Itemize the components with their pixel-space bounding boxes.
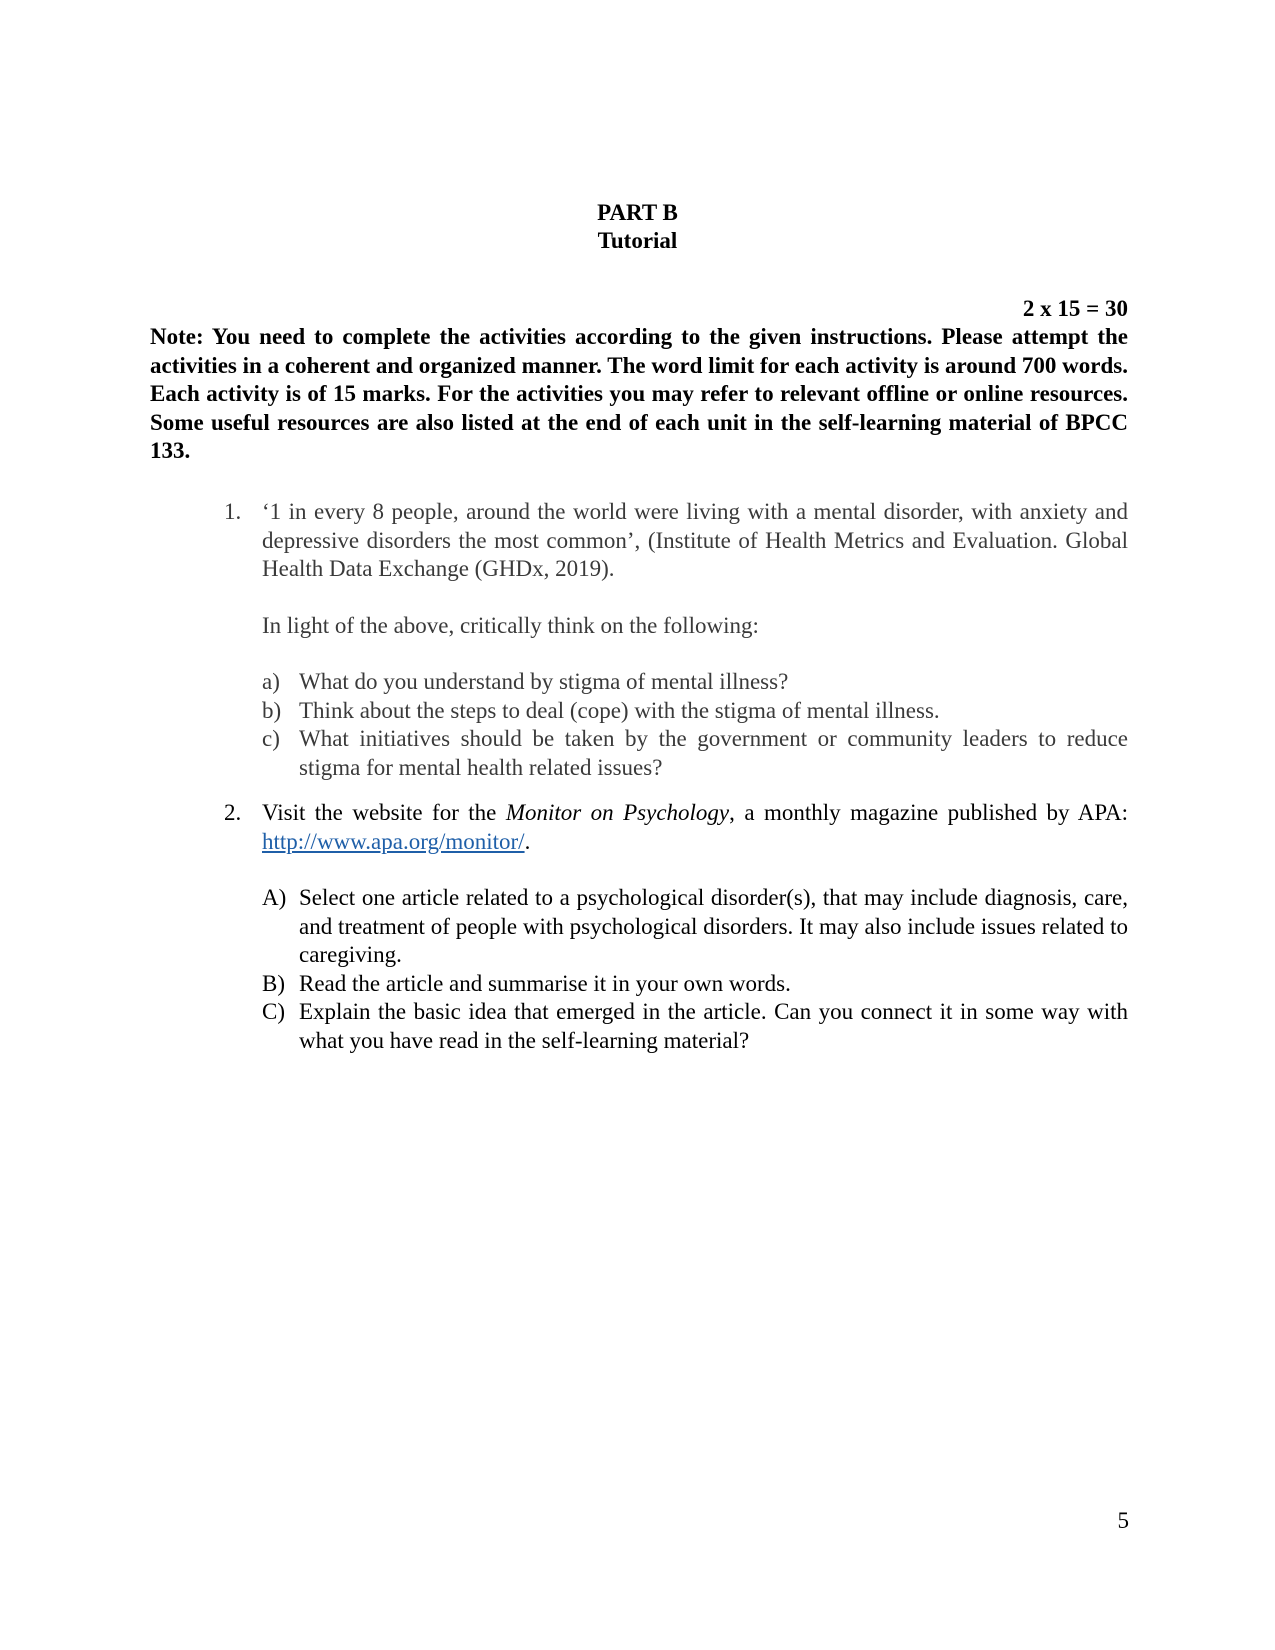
list-item (262, 970, 1128, 999)
item-label: c) (262, 726, 280, 751)
item-text: What initiatives should be taken by the government or community leaders to reduce stigma for mental health related issues? (299, 726, 1128, 780)
question-1 (224, 498, 1128, 782)
item-label: a) (262, 669, 280, 694)
part-heading: PART B (597, 200, 678, 225)
item-text: Think about the steps to deal (cope) with the stigma of mental illness. (299, 697, 940, 723)
question-intro: Visit the website for the Monitor on Psychology, a monthly magazine published by APA: http://www.apa.org/monitor/. (262, 800, 1128, 854)
question-2 (224, 799, 1128, 1055)
item-text: Explain the basic idea that emerged in the article. Can you connect it in some way with what you have read in the self-learning material? (299, 999, 1128, 1053)
instructions-note: Note: You need to complete the activities according to the given instructions. Please attempt the activities in a coherent and organized manner. The word limit for each activity is around 700 words. Each activity is of 15 marks. For the activities you may refer to relevant offline or online resources. Some useful resources are also listed at the end of each unit in the self-learning material of BPCC 133. (150, 324, 1128, 463)
magazine-title: Monitor on Psychology (505, 800, 730, 825)
item-label: C) (262, 999, 285, 1024)
list-item (262, 998, 1128, 1055)
item-label: A) (262, 885, 287, 910)
question-number: 1. (224, 499, 242, 524)
page-number: 5 (1117, 1508, 1129, 1533)
question-number: 2. (224, 800, 242, 825)
sub-question-list (262, 884, 1128, 1055)
sub-question-list (262, 668, 1128, 782)
item-text: Select one article related to a psychological disorder(s), that may include diagnosis, care, and treatment of people with psychological disorders. It may also include issues related to caregiving. (299, 885, 1128, 967)
apa-monitor-link[interactable]: http://www.apa.org/monitor/ (262, 828, 525, 854)
question-prompt: In light of the above, critically think on the following: (262, 612, 759, 638)
item-text: Read the article and summarise it in your own words. (299, 970, 791, 996)
tutorial-heading: Tutorial (597, 228, 678, 253)
item-label: b) (262, 697, 282, 723)
question-intro: ‘1 in every 8 people, around the world were living with a mental disorder, with anxiety and depressive disorders the most common’, (Institute of Health Metrics and Evaluation. Global Health Data Exchange (GHDx, 2019). (262, 499, 1128, 581)
marks-total: 2 x 15 = 30 (1022, 296, 1128, 321)
list-item (262, 884, 1128, 970)
list-item (262, 697, 1128, 726)
item-label: B) (262, 970, 285, 996)
item-text: What do you understand by stigma of mental illness? (299, 669, 789, 694)
list-item (262, 668, 1128, 697)
list-item (262, 725, 1128, 782)
